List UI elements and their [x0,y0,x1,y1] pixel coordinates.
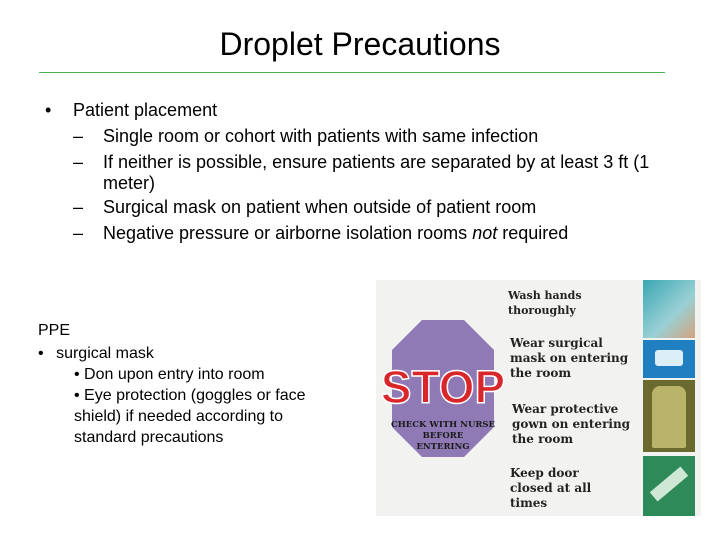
dash-marker: – [73,152,84,172]
ppe-item [38,343,154,364]
ppe-heading: PPE [38,322,71,339]
check-text: CHECK WITH NURSE [390,420,496,430]
check-text: BEFORE [422,431,464,441]
dash-marker: – [73,126,84,146]
stop-text: STOP [380,361,506,413]
mask-photo [643,340,695,378]
stop-poster-image [376,280,701,516]
subitem-text-before: Negative pressure or airborne isolation rooms [103,223,473,243]
subitem-text-after: required [497,223,569,243]
door-photo [643,456,695,516]
subitem-text: If neither is possible, ensure patients are separated by at least 3 ft (1 meter) [103,152,650,193]
ppe-item-text: surgical mask [56,345,154,362]
subitem-text [103,223,663,244]
bullet-marker: • [45,100,52,120]
subitem-text-emphasis: not [472,223,498,243]
ppe-subitem: shield) if needed according to [74,408,284,425]
instruction-surgical-mask: Wear surgical mask on entering the room [510,336,629,380]
subitem-text: Surgical mask on patient when outside of patient room [103,197,537,217]
check-text: ENTERING [416,442,470,452]
title-rule [39,72,665,73]
dash-marker: – [73,197,84,217]
subitem-text: Single room or cohort with patients with same infection [103,126,539,146]
ppe-subitem: • Eye protection (goggles or face [74,387,306,404]
mask-shape [655,350,683,366]
instruction-keep-door-closed: Keep door closed at all times [510,466,592,510]
ppe-subitem: • Don upon entry into room [74,366,265,383]
dash-marker: – [73,223,84,243]
instruction-wash-hands: Wash hands thoroughly [508,289,582,317]
ppe-subitem: standard precautions [74,429,224,446]
bullet-heading: Patient placement [73,100,218,120]
handwash-photo [643,280,695,338]
gown-shape [652,386,686,448]
bullet-marker: • [38,345,44,362]
door-handle-shape [650,467,688,502]
gown-photo [643,380,695,452]
slide-title: Droplet Precautions [219,26,501,62]
instruction-protective-gown: Wear protective gown on entering the room [512,402,631,446]
